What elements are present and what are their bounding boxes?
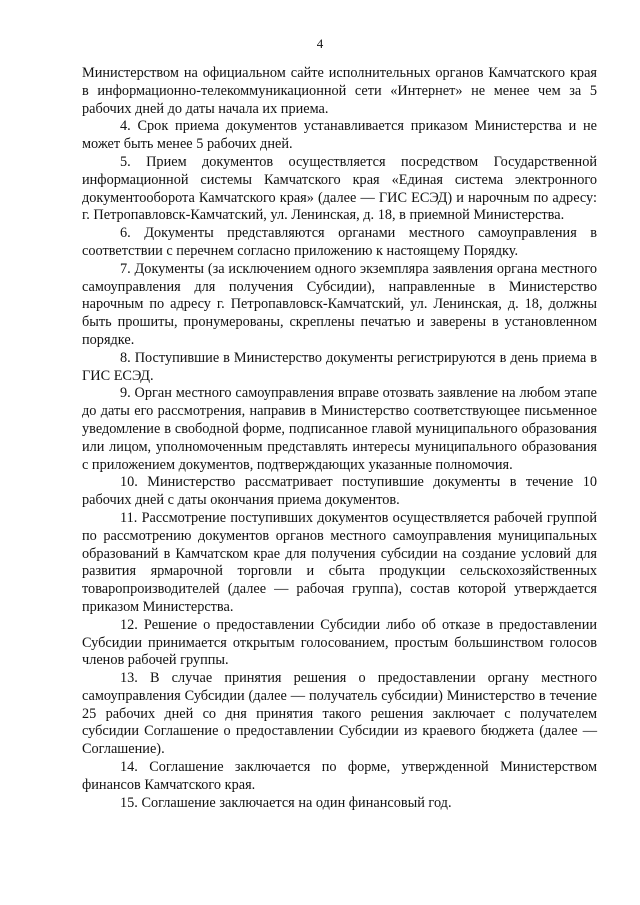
paragraph-4: 4. Срок приема документов устанавливается приказом Министерства и не может быть менее 5 рабочих дней. (82, 118, 597, 153)
paragraph-13: 13. В случае принятия решения о предоставлении органу местного самоуправления Субсидии (далее — получатель субсидии) Министерство в течение 25 рабочих дней со дня принятия такого решения заключает с получателем субсидии Соглашение о предоставлении Субсидии из краевого бюджета (далее — Соглашение). (82, 670, 597, 758)
paragraph-14: 14. Соглашение заключается по форме, утвержденной Министерством финансов Камчатского края. (82, 759, 597, 793)
paragraph-15: 15. Соглашение заключается на один финансовый год. (120, 794, 452, 811)
paragraph-12: 12. Решение о предоставлении Субсидии либо об отказе в предоставлении Субсидии принимается открытым голосованием, простым большинством голосов членов рабочей группы. (82, 616, 597, 669)
paragraph-9: 9. Орган местного самоуправления вправе отозвать заявление на любом этапе до даты его рассмотрения, направив в Министерство соответствующее письменное уведомление в свободной форме, подписанное главой муниципального образования или лицом, уполномоченным представлять интересы муниципального образования с приложением документов, подтверждающих указанные полномочия. (82, 385, 597, 473)
paragraph-7: 7. Документы (за исключением одного экземпляра заявления органа местного самоуправления для получения Субсидии), направленные в Министерство нарочным по адресу г. Петропавловск-Камчатский, ул. Ленинская, д. 18, должны быть прошиты, пронумерованы, скреплены печатью и заверены в установленном порядке. (82, 260, 597, 348)
paragraph-5: 5. Прием документов осуществляется посредством Государственной информационной системы Камчатского края «Единая система электронного документооборота Камчатского края» (далее — ГИС ЕСЭД) и нарочным по адресу: г. Петропавловск-Камчатский, ул. Ленинская, д. 18, в приемной Министерства. (82, 153, 597, 224)
document-body (82, 65, 597, 812)
paragraph-6: 6. Документы представляются органами местного самоуправления в соответствии с перечнем согласно приложению к настоящему Порядку. (82, 225, 597, 259)
paragraph-10: 10. Министерство рассматривает поступившие документы в течение 10 рабочих дней с даты окончания приема документов. (82, 474, 597, 509)
paragraph-continuation: Министерством на официальном сайте исполнительных органов Камчатского края в информационно-телекоммуникационной сети «Интернет» не менее чем за 5 рабочих дней до даты начала их приема. (82, 65, 597, 117)
paragraph-11: 11. Рассмотрение поступивших документов осуществляется рабочей группой по рассмотрению документов органов местного самоуправления муниципальных образований в Камчатском крае для получения субсидии на создание условий для развития ярмарочной торговли и сбыта продукции сельскохозяйственных товаропроизводителей (далее — рабочая группа), состав которой утверждается приказом Министерства. (82, 509, 597, 615)
page-number: 4 (316, 36, 324, 51)
paragraph-8: 8. Поступившие в Министерство документы регистрируются в день приема в ГИС ЕСЭД. (82, 349, 597, 384)
